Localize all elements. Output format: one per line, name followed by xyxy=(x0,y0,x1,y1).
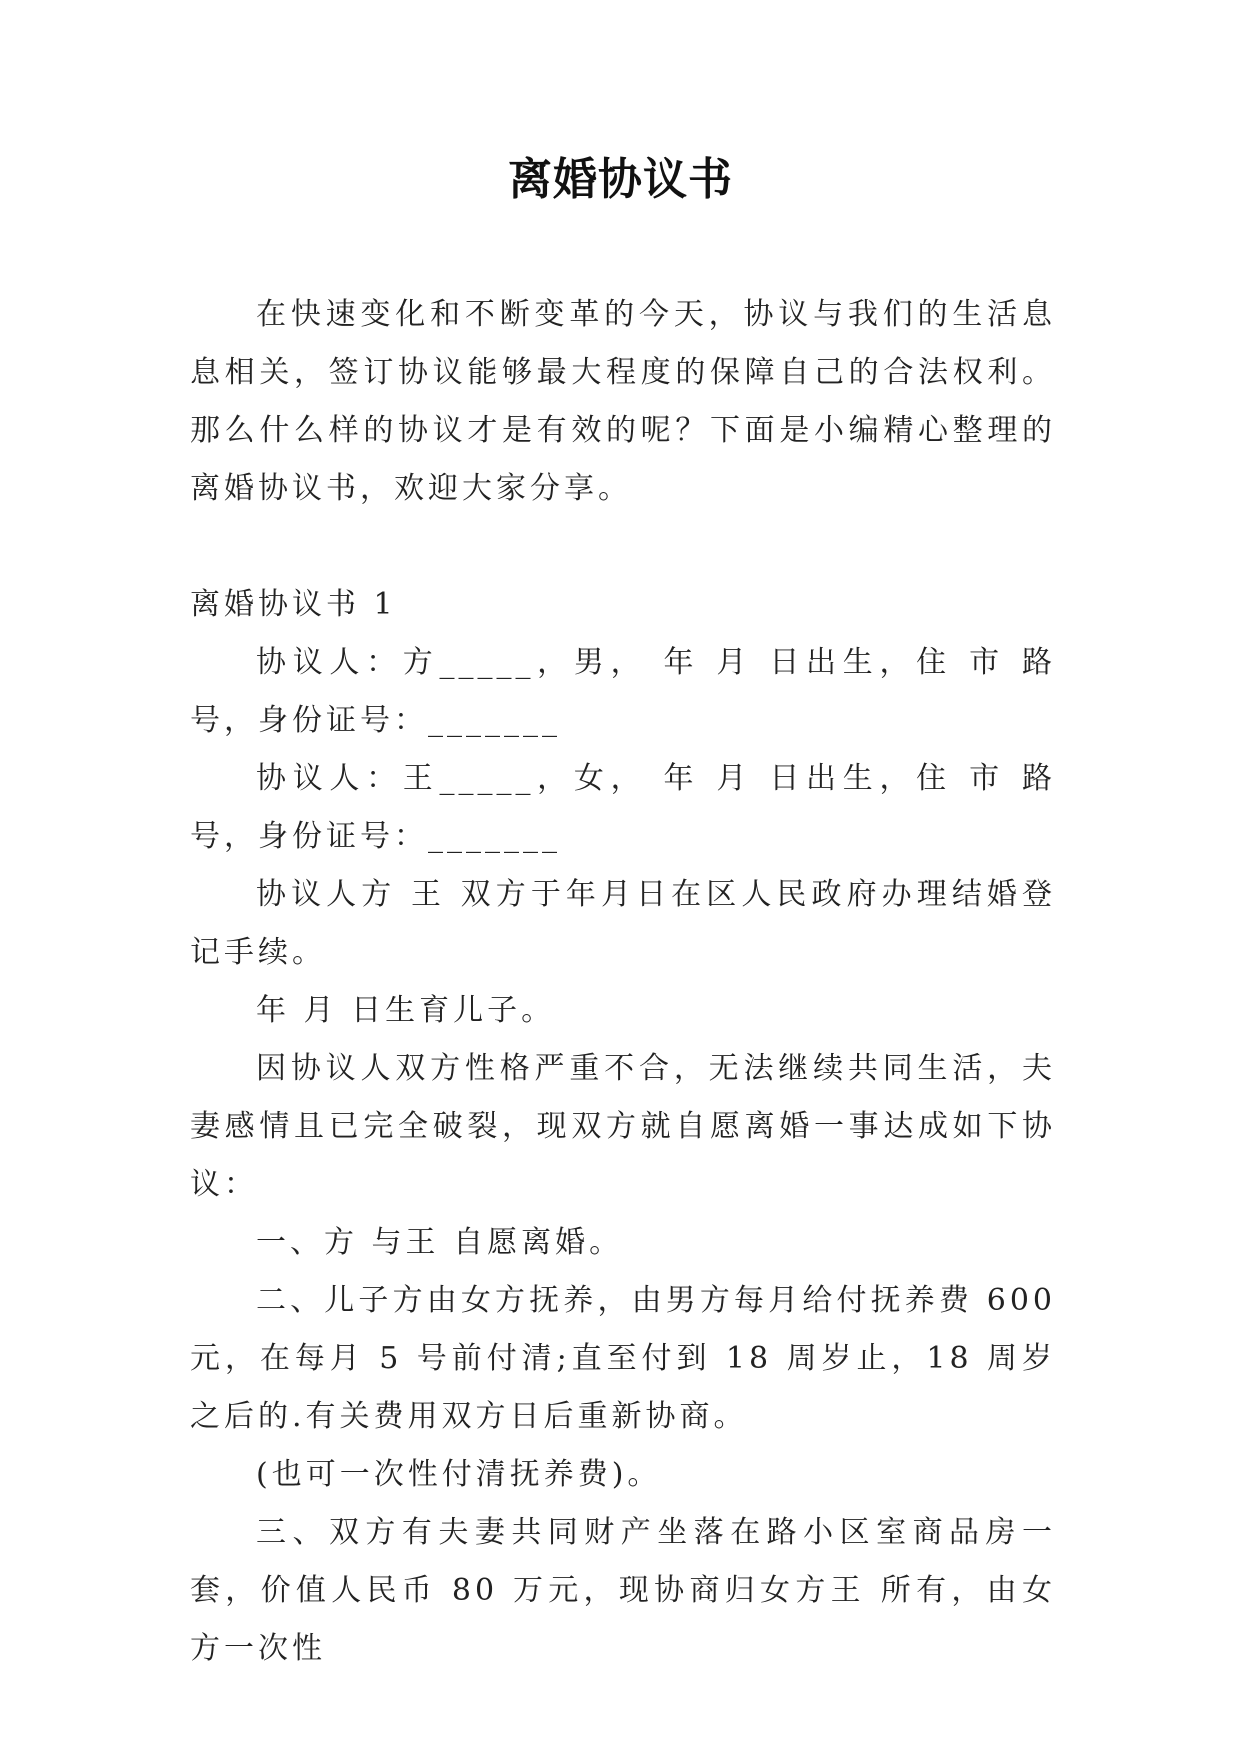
paragraph-child-birth: 年 月 日生育儿子。 xyxy=(256,993,556,1028)
paragraph-reason: 因协议人双方性格严重不合，无法继续共同生活，夫妻感情且已完全破裂，现双方就自愿离婚一事达成如下协议： xyxy=(190,1051,1056,1202)
clause-one: 一、方 与王 自愿离婚。 xyxy=(256,1225,624,1260)
paragraph-party-b: 协议人：王_____，女， 年 月 日出生，住 市 路 号，身份证号：_______ xyxy=(190,761,1056,854)
intro-paragraph: 在快速变化和不断变革的今天，协议与我们的生活息息相关，签订协议能够最大程度的保障自己的合法权利。那么什么样的协议才是有效的呢？下面是小编精心整理的离婚协议书，欢迎大家分享。 xyxy=(190,297,1056,506)
paragraph-party-a: 协议人：方_____，男， 年 月 日出生，住 市 路 号，身份证号：_______ xyxy=(190,645,1056,738)
intro-block xyxy=(190,286,1056,518)
clause-two: 二、儿子方由女方抚养，由男方每月给付抚养费 600 元，在每月 5 号前付清;直至付到 18 周岁止，18 周岁之后的.有关费用双方日后重新协商。 xyxy=(190,1283,1056,1434)
paragraph-marriage-registration: 协议人方 王 双方于年月日在区人民政府办理结婚登记手续。 xyxy=(190,877,1056,970)
clause-two-note: (也可一次性付清抚养费)。 xyxy=(256,1457,662,1492)
document-title: 离婚协议书 xyxy=(508,154,733,205)
section-heading: 离婚协议书 1 xyxy=(190,587,397,622)
agreement-section xyxy=(190,576,1056,1678)
clause-three: 三、双方有夫妻共同财产坐落在路小区室商品房一套，价值人民币 80 万元，现协商归女方王 所有，由女方一次性 xyxy=(190,1515,1056,1666)
